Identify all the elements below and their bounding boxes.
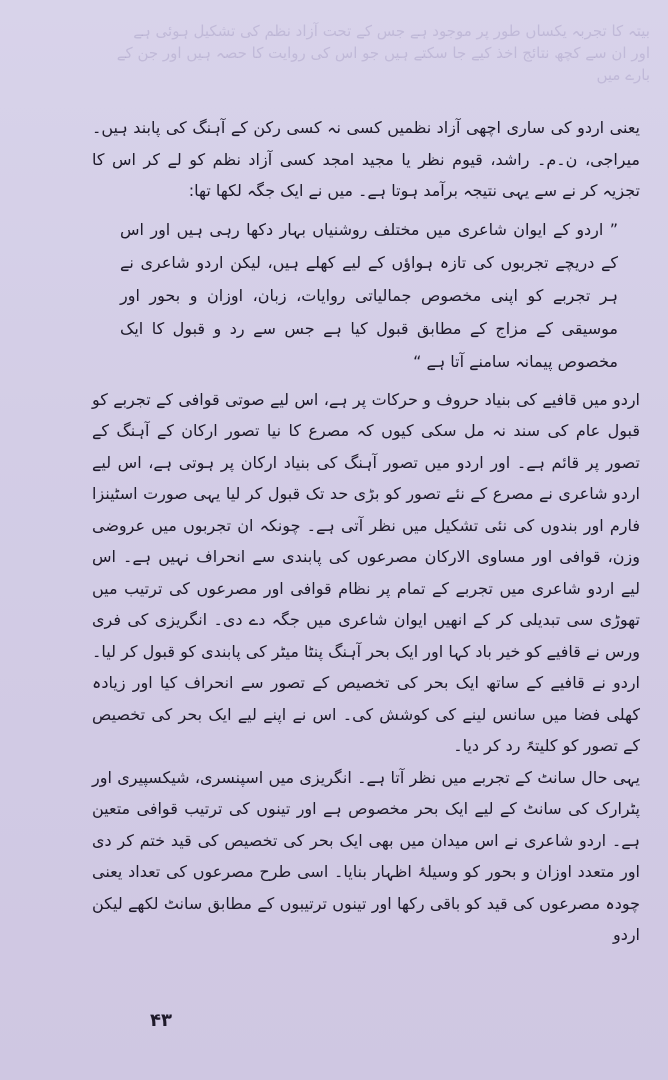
block-quote: ” اردو کے ایوان شاعری میں مختلف روشنیاں بہار دکھا رہی ہیں اور اس کے دریچے تجربوں کی تازہ ہواؤں کے لیے کھلے ہیں، لیکن اردو شاعری نے ہر تجربے کو اپنی مخصوص جمالیاتی روایات، زبان، اوزان و بحور اور موسیقی کے مزاج کے مطابق قبول کیا ہے جس سے رد و قبول کا ایک مخصوص پیمانہ سامنے آتا ہے “ xyxy=(120,219,618,371)
page-number: ۴۳ xyxy=(150,1010,172,1031)
paragraph-intro: یعنی اردو کی ساری اچھی آزاد نظمیں کسی نہ کسی رکن کے آہنگ کی پابند ہیں۔ میراجی، ن۔م۔ راشد، قیوم نظر یا مجید امجد کسی آزاد نظم کو لے کر اس کا تجزیہ کر نے سے یہی نتیجہ برآمد ہوتا ہے۔ میں نے ایک جگہ لکھا تھا: xyxy=(92,118,640,200)
page-text xyxy=(92,112,640,951)
paragraph-sonnet: یہی حال سانٹ کے تجربے میں نظر آتا ہے۔ انگریزی میں اسپنسری، شیکسپیری اور پٹرارک کی سانٹ کے لیے ایک بحر مخصوص ہے اور تینوں کی ترتیب قوافی متعین ہے۔ اردو شاعری نے اس میدان میں بھی ایک بحر کی تخصیص کی قید ختم کر دی اور متعدد اوزان و بحور کو وسیلۂ اظہار بنایا۔ اسی طرح مصرعوں کی تعداد یعنی چودہ مصرعوں کی قید کو باقی رکھا اور تینوں ترتیبوں کے مطابق سانٹ لکھے لیکن اردو xyxy=(92,767,640,944)
paragraph-rhyme: اردو میں قافیے کی بنیاد حروف و حرکات پر ہے، اس لیے صوتی قوافی کے تجربے کو قبول عام کی سند نہ مل سکی کیوں کہ مصرع کا نیا تصور ارکان کے آہنگ کے تصور پر قائم ہے۔ اور اردو میں تصور آہنگ کی بنیاد ارکان پر ہوتی ہے، اس لیے اردو شاعری نے مصرع کے نئے تصور کو بڑی حد تک قبول کر لیا یہی صورت اسٹینزا فارم اور بندوں کی نئی تشکیل میں نظر آتی ہے۔ چونکہ ان تجربوں میں عروضی وزن، قوافی اور مساوی الارکان مصرعوں کی پابندی سے انحراف نہیں ہے۔ اس لیے اردو شاعری میں تجربے کے تمام پر نظام قوافی اور مصرعوں کی ترتیب میں تھوڑی سی تبدیلی کر کے انھیں ایوان شاعری میں جگہ دے دی۔ انگریزی کی فری ورس نے قافیے کو خیر باد کہا اور ایک بحر آہنگ پنٹا میٹر کی پابندی کو قبول کر لیا۔ اردو نے قافیے کے ساتھ ایک بحر کی تخصیص کے تصور سے انحراف کیا اور زیادہ کھلی فضا میں سانس لینے کی کوشش کی۔ اس نے اپنے لیے ایک بحر کی تخصیص کے تصور کو کلیتہً رد کر دیا۔ xyxy=(92,389,640,755)
bleed-through-text: بیتہ کا تجربہ یکساں طور پر موجود ہے جس کے تحت آزاد نظم کی تشکیل ہوئی ہے اور ان سے کچھ نتائج اخذ کیے جا سکتے ہیں جو اس کی روایت کا حصہ ہیں اور جن کے بارے میں xyxy=(116,22,650,84)
